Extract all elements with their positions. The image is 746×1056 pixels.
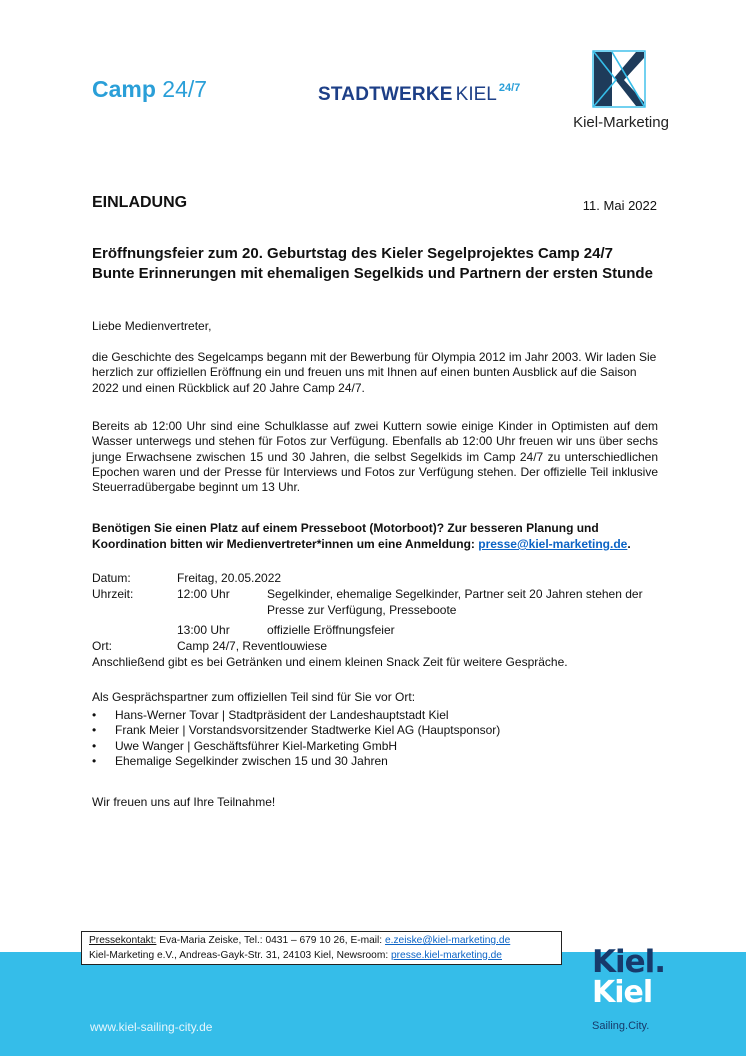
partner-text: Ehemalige Segelkinder zwischen 15 und 30 Jahren — [115, 753, 388, 768]
paragraph-intro: die Geschichte des Segelcamps begann mit der Bewerbung für Olympia 2012 im Jahr 2003. Wir laden Sie herzlich zur offiziellen Eröffnung ein und freuen uns mit Ihnen auf einen bunten Ausblick auf die Saison 2022 und einen Rückblick auf 20 Jahre Camp 24/7. — [92, 350, 657, 395]
time-2: 13:00 Uhr — [177, 623, 230, 637]
bullet-icon: • — [92, 723, 97, 738]
kiel-marketing-k-icon — [592, 50, 646, 108]
partner-text: Frank Meier | Vorstandsvorsitzender Stadtwerke Kiel AG (Hauptsponsor) — [115, 723, 501, 738]
bullet-icon: • — [92, 753, 97, 768]
stadtwerke-kiel-logo — [318, 84, 520, 106]
document-heading: EINLADUNG — [92, 194, 188, 211]
ort-label: Ort: — [92, 639, 112, 653]
camp-logo-bold: Camp — [92, 76, 156, 102]
partners-list — [92, 708, 500, 769]
press-contact-line-1: Eva-Maria Zeiske, Tel.: 0431 – 679 10 26, E-mail: — [156, 935, 385, 946]
press-boat-line-1: Benötigen Sie einen Platz auf einem Presseboot (Motorboot)? Zur besseren Planung und — [92, 521, 599, 535]
uhrzeit-label: Uhrzeit: — [92, 587, 134, 601]
kiel-marketing-logo-text: Kiel-Marketing — [573, 114, 669, 131]
press-contact-email-link[interactable]: e.zeiske@kiel-marketing.de — [384, 935, 511, 946]
press-contact-label: Pressekontakt: — [89, 935, 157, 946]
press-boat-notice — [92, 520, 672, 552]
press-contact-line-2: Kiel-Marketing e.V., Andreas-Gayk-Str. 31, 24103 Kiel, Newsroom: — [89, 949, 391, 961]
list-item — [92, 754, 500, 769]
press-email-link[interactable]: presse@kiel-marketing.de — [478, 537, 628, 551]
sw-logo-bold: STADTWERKE — [318, 84, 453, 105]
ort-value: Camp 24/7, Reventlouwiese — [177, 639, 328, 653]
title-line-2: Bunte Erinnerungen mit ehemaligen Segelkids und Partnern der ersten Stunde — [92, 265, 653, 282]
title-line-1: Eröffnungsfeier zum 20. Geburtstag des Kieler Segelprojektes Camp 24/7 — [92, 245, 613, 262]
time-1: 12:00 Uhr — [177, 587, 230, 601]
paragraph-program: Bereits ab 12:00 Uhr sind eine Schulklasse auf zwei Kuttern sowie einige Kinder in Optimisten auf dem Wasser unterwegs und stehen für Fotos zur Verfügung. Ebenfalls ab 12:00 Uhr freuen wir uns über sechs junge Erwachsene zwischen 15 und 30 Jahren, die selbst Segelkids im Camp 24/7 zu unterschiedlichen Epochen waren und der Presse für Interviews und Fotos zur Verfügung stehen. Der offizielle Teil inklusive Steuerradübergabe beginnt um 13 Uhr. — [92, 419, 658, 495]
partner-text: Hans-Werner Tovar | Stadtpräsident der Landeshauptstadt Kiel — [115, 708, 449, 722]
sw-logo-kiel: KIEL — [455, 84, 497, 105]
partner-text: Uwe Wanger | Geschäftsführer Kiel-Marketing GmbH — [115, 738, 398, 753]
list-item — [92, 708, 500, 723]
sw-logo-sup: 24/7 — [498, 82, 521, 94]
salutation: Liebe Medienvertreter, — [92, 319, 212, 333]
bullet-icon: • — [92, 708, 97, 722]
kiel-logo-word-2: Kiel — [592, 975, 653, 1010]
press-boat-period: . — [627, 537, 631, 551]
document-date: 11. Mai 2022 — [582, 198, 657, 213]
newsroom-link[interactable]: presse.kiel-marketing.de — [391, 949, 502, 961]
kiel-logo-claim: Sailing.City. — [592, 1020, 650, 1032]
kiel-logo-word-1: Kiel. — [592, 944, 666, 980]
press-contact-box — [81, 931, 562, 965]
closing-line: Wir freuen uns auf Ihre Teilnahme! — [92, 795, 276, 809]
list-item — [92, 723, 500, 738]
datum-value: Freitag, 20.05.2022 — [177, 571, 282, 585]
time-2-desc: offizielle Eröffnungsfeier — [267, 623, 395, 637]
time-1-desc-line-1: Segelkinder, ehemalige Segelkinder, Partner seit 20 Jahren stehen der — [267, 587, 643, 601]
bullet-icon: • — [92, 738, 97, 753]
schedule-closing: Anschließend gibt es bei Getränken und einem kleinen Snack Zeit für weitere Gespräche. — [92, 655, 568, 669]
list-item — [92, 739, 500, 754]
camp-logo-rest: 24/7 — [155, 76, 208, 102]
footer-url[interactable]: www.kiel-sailing-city.de — [90, 1020, 213, 1034]
datum-label: Datum: — [92, 571, 131, 585]
press-boat-line-2: Koordination bitten wir Medienvertreter*innen um eine Anmeldung: — [92, 537, 479, 551]
time-1-desc-line-2: Presse zur Verfügung, Presseboote — [267, 603, 457, 617]
partners-intro: Als Gesprächspartner zum offiziellen Teil sind für Sie vor Ort: — [92, 690, 416, 704]
camp-24-7-logo — [92, 76, 207, 103]
document-title — [92, 244, 653, 284]
